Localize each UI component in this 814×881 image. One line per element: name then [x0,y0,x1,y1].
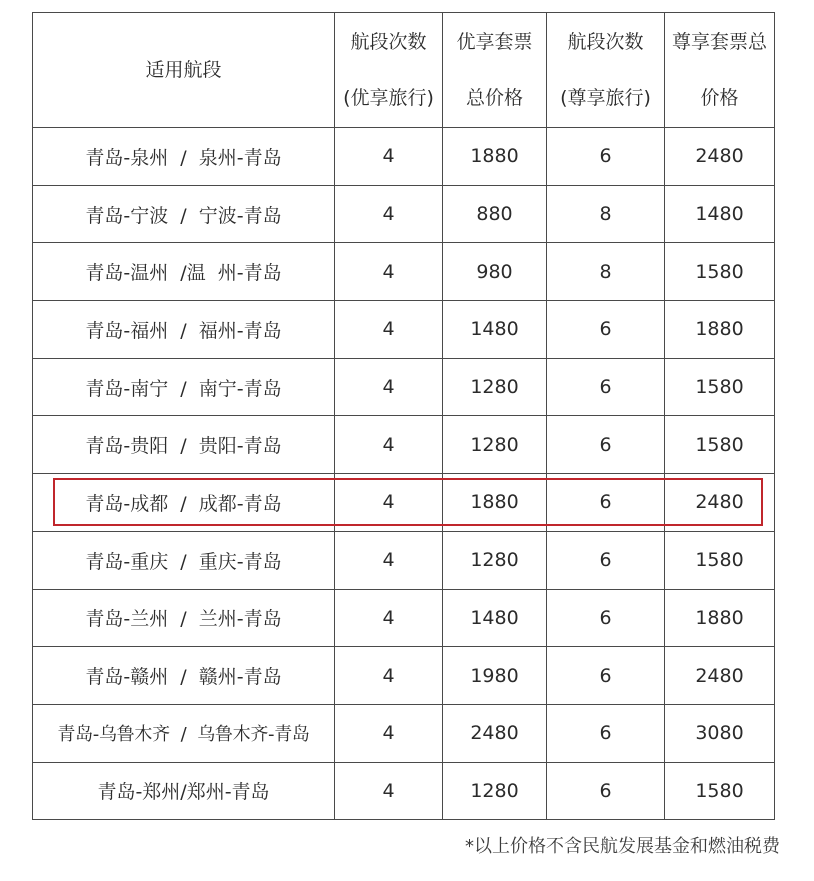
zunxiang-price-cell: 1580 [665,762,775,820]
zunxiang-count-cell: 8 [547,243,665,301]
youxiang-price-cell: 1280 [443,762,547,820]
route-cell: 青岛-郑州/郑州-青岛 [33,762,335,820]
route-cell: 青岛-成都 / 成都-青岛 [33,474,335,532]
youxiang-count-cell: 4 [335,128,443,186]
zunxiang-price-cell: 1580 [665,358,775,416]
header-line: 优享套票 [456,31,533,53]
zunxiang-count-cell: 6 [547,128,665,186]
table-row [33,647,775,705]
zunxiang-count-cell: 6 [547,474,665,532]
zunxiang-price-cell: 1580 [665,243,775,301]
table-row [33,301,775,359]
youxiang-price-cell: 2480 [443,704,547,762]
youxiang-count-cell: 4 [335,704,443,762]
youxiang-count-cell: 4 [335,647,443,705]
route-cell: 青岛-赣州 / 赣州-青岛 [33,647,335,705]
header-youxiang-total-price [443,13,547,128]
header-line: (优享旅行) [343,87,434,109]
table-header-row [33,13,775,128]
zunxiang-price-cell: 1580 [665,416,775,474]
zunxiang-price-cell: 1480 [665,185,775,243]
zunxiang-count-cell: 6 [547,416,665,474]
zunxiang-count-cell: 6 [547,301,665,359]
header-line: (尊享旅行) [560,87,651,109]
youxiang-price-cell: 980 [443,243,547,301]
youxiang-count-cell: 4 [335,358,443,416]
price-footnote: *以上价格不含民航发展基金和燃油税费 [465,836,780,857]
table-row [33,762,775,820]
header-line: 价格 [700,87,739,109]
zunxiang-count-cell: 8 [547,185,665,243]
zunxiang-count-cell: 6 [547,762,665,820]
youxiang-price-cell: 1480 [443,301,547,359]
table-row [33,416,775,474]
table-row-highlighted [33,474,775,532]
zunxiang-price-cell: 1880 [665,301,775,359]
route-cell: 青岛-乌鲁木齐 / 乌鲁木齐-青岛 [33,704,335,762]
zunxiang-count-cell: 6 [547,531,665,589]
table-row [33,704,775,762]
table-row [33,531,775,589]
header-youxiang-segment-count [335,13,443,128]
zunxiang-price-cell: 2480 [665,474,775,532]
table-row [33,243,775,301]
youxiang-price-cell: 1280 [443,416,547,474]
youxiang-count-cell: 4 [335,531,443,589]
zunxiang-count-cell: 6 [547,647,665,705]
youxiang-count-cell: 4 [335,416,443,474]
zunxiang-count-cell: 6 [547,704,665,762]
route-cell: 青岛-宁波 / 宁波-青岛 [33,185,335,243]
route-cell: 青岛-泉州 / 泉州-青岛 [33,128,335,186]
zunxiang-price-cell: 1580 [665,531,775,589]
youxiang-price-cell: 1480 [443,589,547,647]
youxiang-count-cell: 4 [335,243,443,301]
zunxiang-price-cell: 1880 [665,589,775,647]
youxiang-price-cell: 1880 [443,474,547,532]
header-line: 航段次数 [567,31,644,53]
route-cell: 青岛-福州 / 福州-青岛 [33,301,335,359]
header-line: 尊享套票总 [671,31,767,53]
table-row [33,589,775,647]
youxiang-count-cell: 4 [335,762,443,820]
youxiang-count-cell: 4 [335,301,443,359]
zunxiang-count-cell: 6 [547,589,665,647]
header-route [33,13,335,128]
header-line: 航段次数 [350,31,427,53]
header-zunxiang-total-price [665,13,775,128]
package-price-table [32,12,775,820]
zunxiang-price-cell: 2480 [665,128,775,186]
youxiang-price-cell: 1280 [443,531,547,589]
route-cell: 青岛-贵阳 / 贵阳-青岛 [33,416,335,474]
youxiang-count-cell: 4 [335,185,443,243]
header-route-label: 适用航段 [145,59,222,81]
youxiang-price-cell: 1880 [443,128,547,186]
youxiang-price-cell: 1980 [443,647,547,705]
route-cell: 青岛-兰州 / 兰州-青岛 [33,589,335,647]
header-line: 总价格 [465,87,523,109]
youxiang-price-cell: 1280 [443,358,547,416]
table-row [33,128,775,186]
zunxiang-price-cell: 3080 [665,704,775,762]
zunxiang-count-cell: 6 [547,358,665,416]
zunxiang-price-cell: 2480 [665,647,775,705]
youxiang-count-cell: 4 [335,589,443,647]
route-cell: 青岛-重庆 / 重庆-青岛 [33,531,335,589]
table-row [33,185,775,243]
route-cell: 青岛-温州 /温 州-青岛 [33,243,335,301]
youxiang-count-cell: 4 [335,474,443,532]
youxiang-price-cell: 880 [443,185,547,243]
header-zunxiang-segment-count [547,13,665,128]
table-row [33,358,775,416]
route-cell: 青岛-南宁 / 南宁-青岛 [33,358,335,416]
